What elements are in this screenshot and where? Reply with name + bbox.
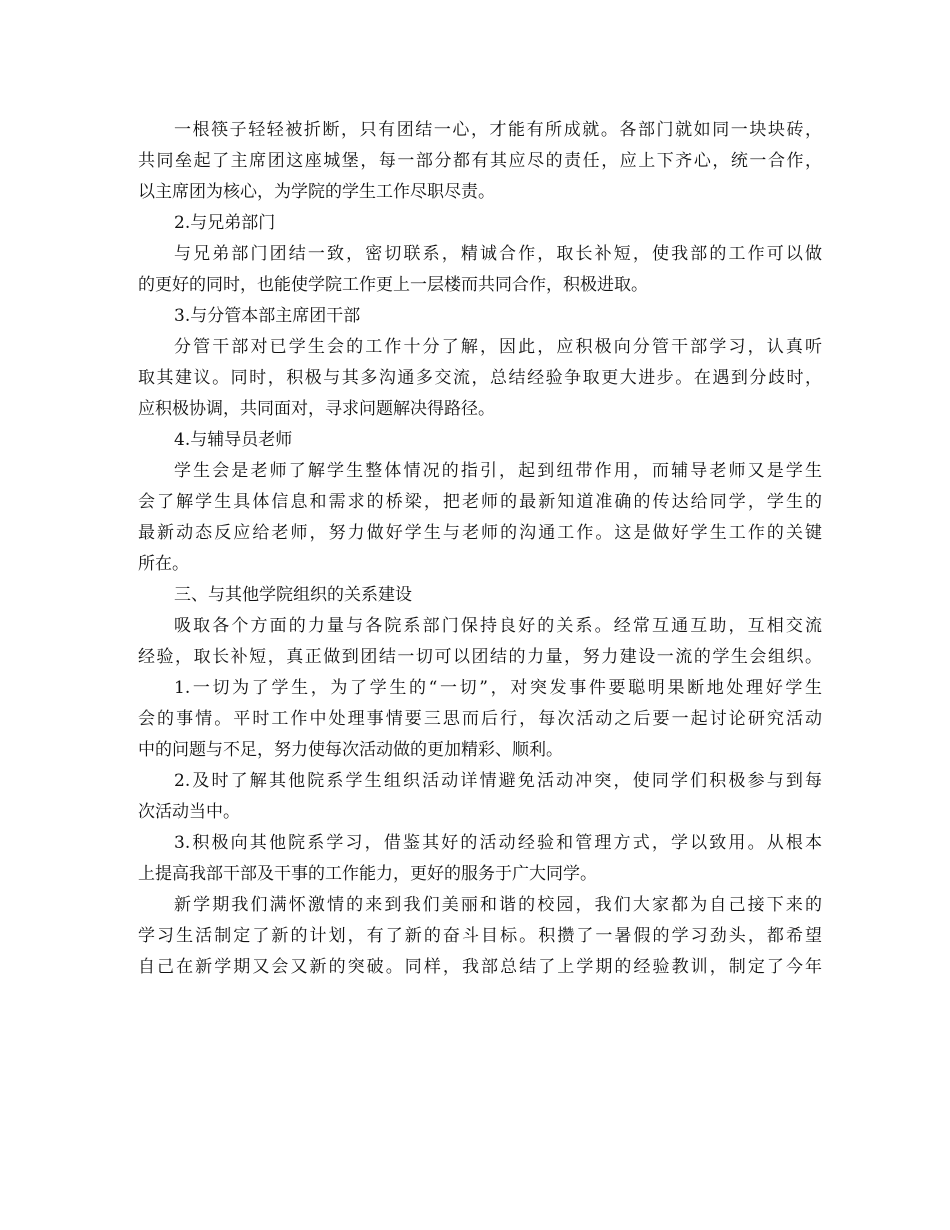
paragraph-line: 与兄弟部门团结一致，密切联系，精诚合作，取长补短，使我部的工作可以做: [174, 244, 822, 264]
paragraph-line: 应积极协调，共同面对，寻求问题解决得路径。: [138, 399, 495, 419]
section-heading: 4.与辅导员老师: [174, 430, 293, 450]
paragraph-line: 以主席团为核心，为学院的学生工作尽职尽责。: [138, 182, 495, 202]
paragraph-line: 上提高我部干部及干事的工作能力，更好的服务于广大同学。: [138, 864, 597, 884]
section-heading: 3.与分管本部主席团干部: [174, 306, 361, 326]
paragraph-line: 次活动当中。: [138, 802, 240, 822]
paragraph-line: 中的问题与不足，努力使每次活动做的更加精彩、顺利。: [138, 740, 563, 760]
paragraph-line: 3.积极向其他院系学习，借鉴其好的活动经验和管理方式，学以致用。从根本: [174, 833, 822, 853]
paragraph-line: 取其建议。同时，积极与其多沟通多交流，总结经验争取更大进步。在遇到分歧时，: [138, 368, 822, 388]
paragraph-line: 吸取各个方面的力量与各院系部门保持良好的关系。经常互通互助，互相交流: [174, 616, 822, 636]
paragraph-line: 一根筷子轻轻被折断，只有团结一心，才能有所成就。各部门就如同一块块砖，: [174, 120, 822, 140]
paragraph-line: 经验，取长补短，真正做到团结一切可以团结的力量，努力建设一流的学生会组织。: [138, 647, 822, 667]
paragraph-line: 的更好的同时，也能使学院工作更上一层楼而共同合作，积极进取。: [138, 275, 648, 295]
paragraph-line: 所在。: [138, 554, 189, 574]
paragraph-line: 最新动态反应给老师，努力做好学生与老师的沟通工作。这是做好学生工作的关键: [138, 523, 822, 543]
paragraph-line: 分管干部对已学生会的工作十分了解，因此，应积极向分管干部学习，认真听: [174, 337, 822, 357]
paragraph-line: 自己在新学期又会又新的突破。同样，我部总结了上学期的经验教训，制定了今年: [138, 957, 822, 977]
paragraph-line: 学习生活制定了新的计划，有了新的奋斗目标。积攒了一暑假的学习劲头，都希望: [138, 926, 822, 946]
paragraph-line: 学生会是老师了解学生整体情况的指引，起到纽带作用，而辅导老师又是学生: [174, 461, 822, 481]
paragraph-line: 共同垒起了主席团这座城堡，每一部分都有其应尽的责任，应上下齐心，统一合作，: [138, 151, 822, 171]
paragraph-line: 新学期我们满怀激情的来到我们美丽和谐的校园，我们大家都为自己接下来的: [174, 895, 822, 915]
document-page: [138, 115, 822, 983]
section-heading: 2.与兄弟部门: [174, 213, 276, 233]
section-heading: 三、与其他学院组织的关系建设: [174, 585, 412, 605]
paragraph-line: 1.一切为了学生，为了学生的“一切”，对突发事件要聪明果断地处理好学生: [174, 678, 822, 698]
paragraph-line: 2.及时了解其他院系学生组织活动详情避免活动冲突，使同学们积极参与到每: [174, 771, 822, 791]
paragraph-line: 会了解学生具体信息和需求的桥梁，把老师的最新知道准确的传达给同学，学生的: [138, 492, 822, 512]
paragraph-line: 会的事情。平时工作中处理事情要三思而后行，每次活动之后要一起讨论研究活动: [138, 709, 822, 729]
